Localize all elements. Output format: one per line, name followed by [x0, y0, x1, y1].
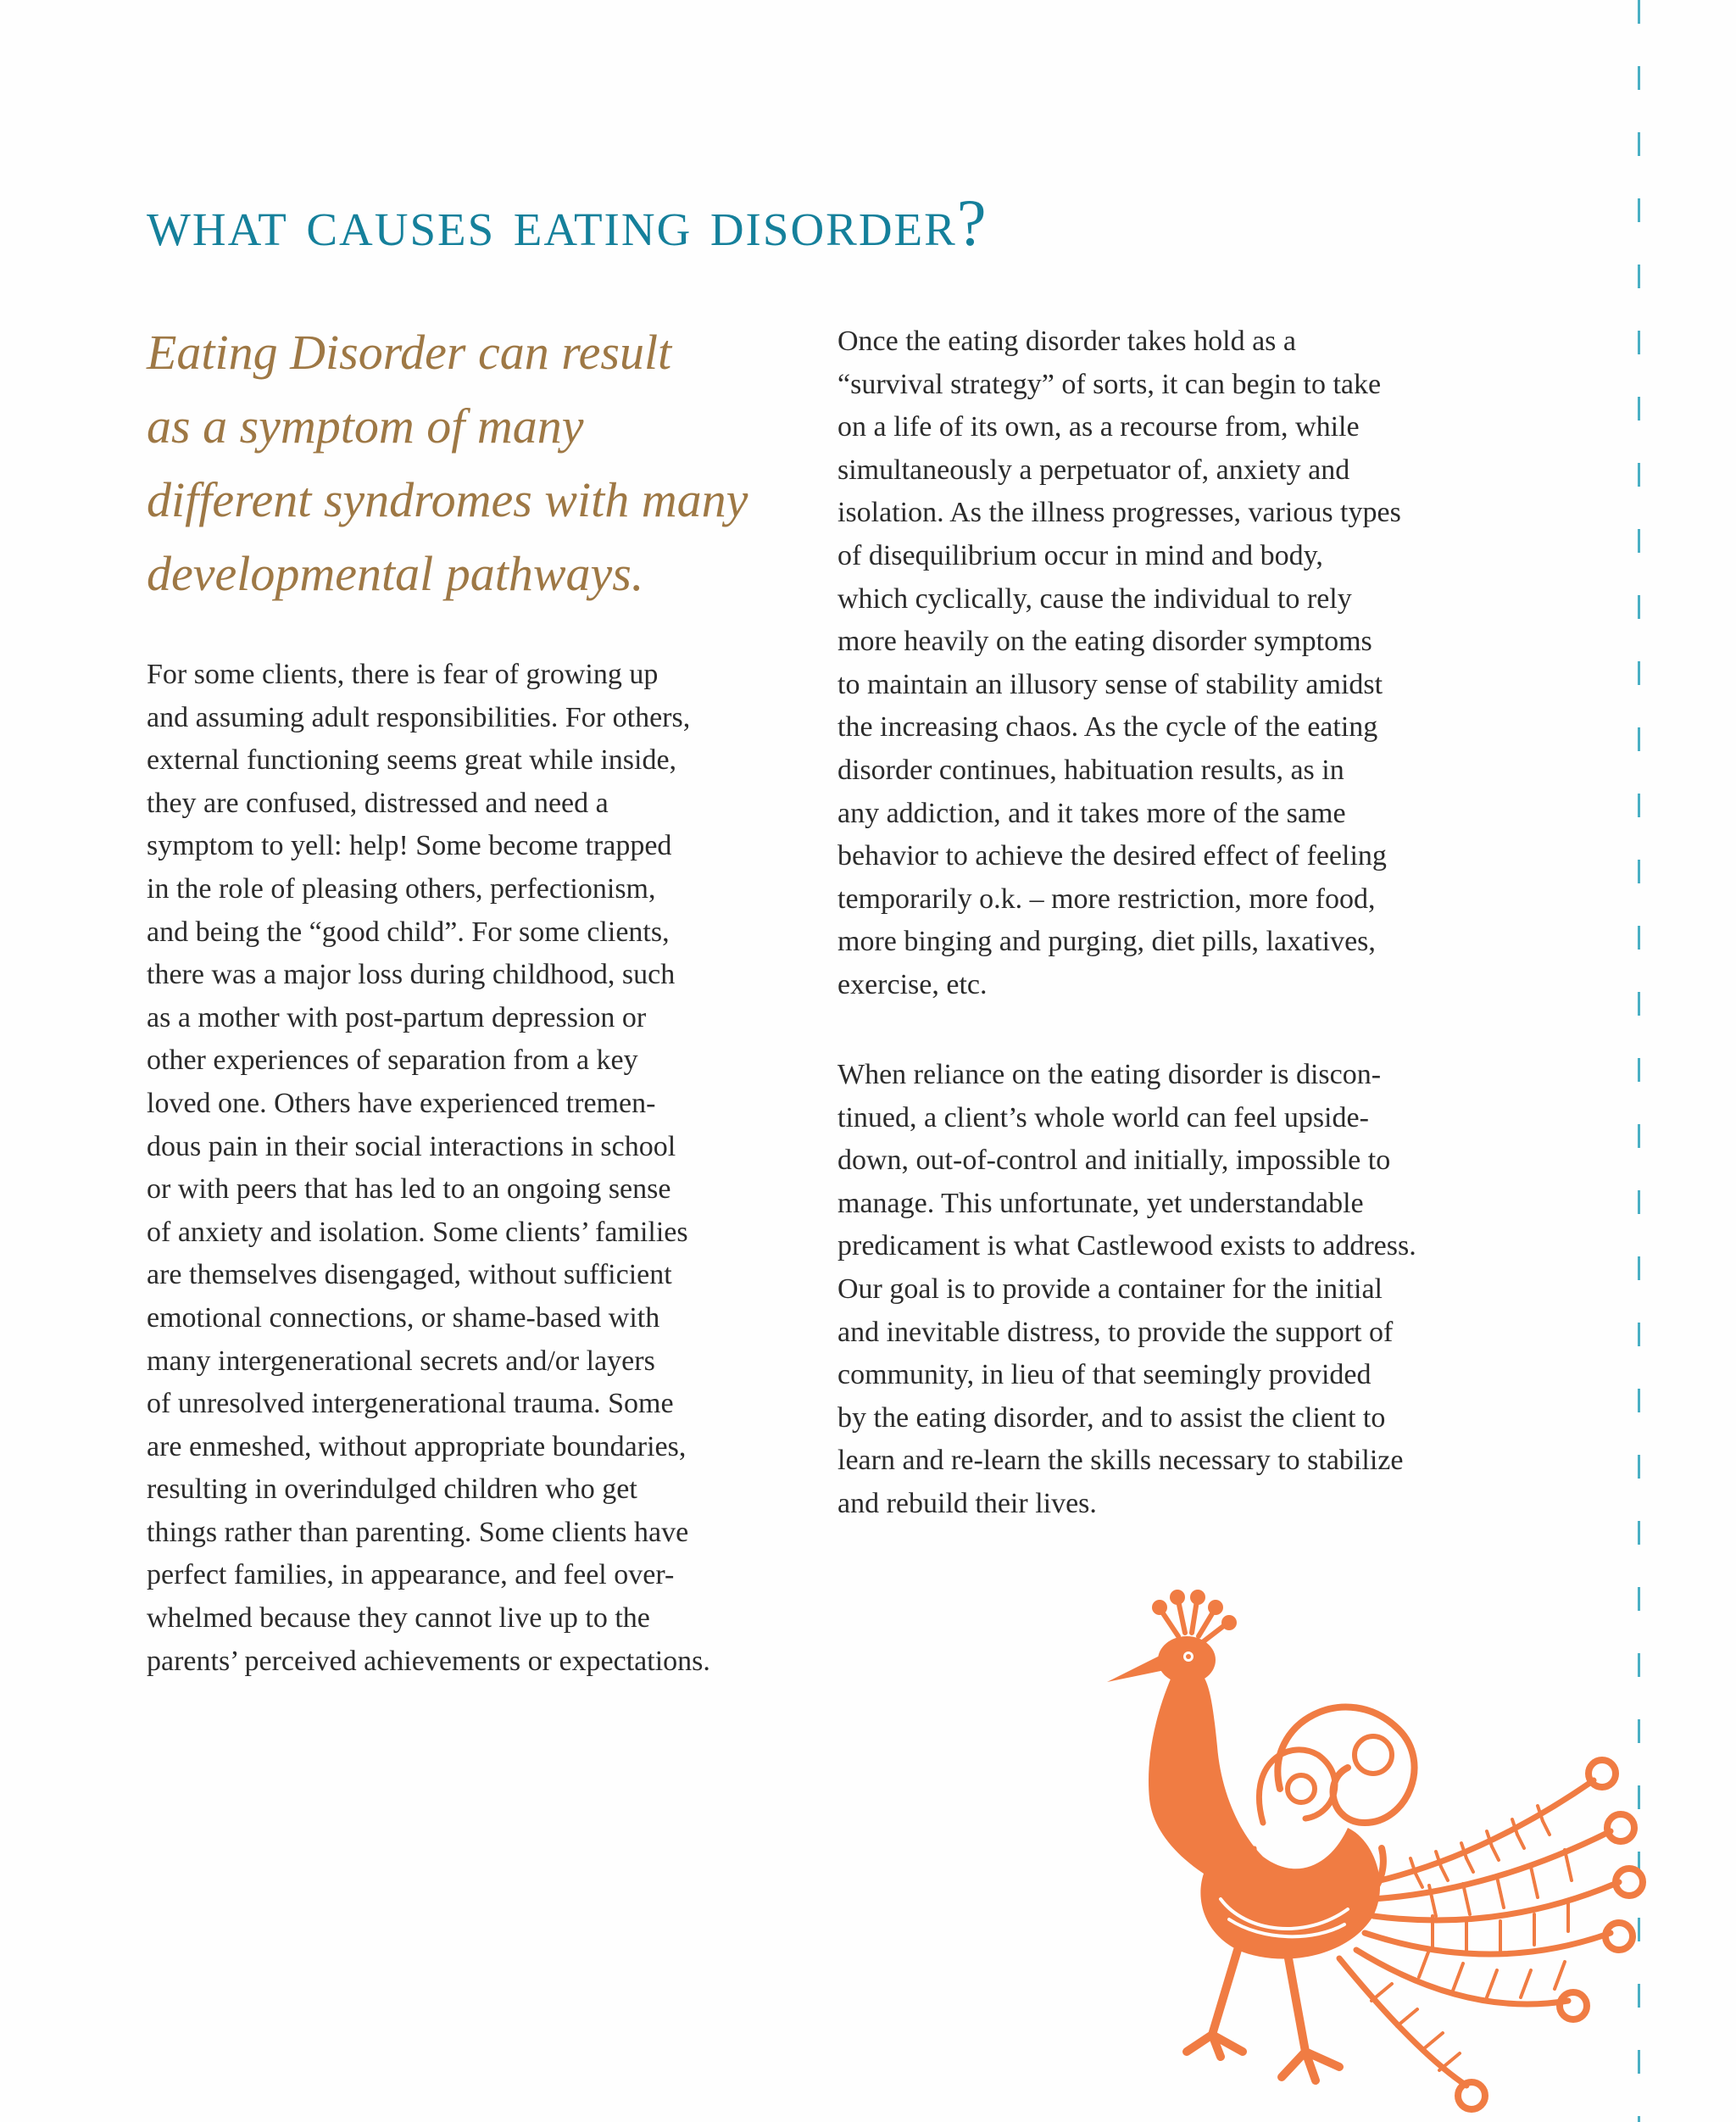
body-line: the increasing chaos. As the cycle of the eating — [837, 711, 1378, 744]
body-line: of anxiety and isolation. Some clients’ families — [147, 1216, 688, 1248]
body-line: learn and re-learn the skills necessary to stabilize — [837, 1445, 1404, 1477]
body-line: as a mother with post-partum depression or — [147, 1001, 647, 1033]
body-line: temporarily o.k. – more restriction, more food, — [837, 883, 1376, 915]
body-line: dous pain in their social interactions in school — [147, 1130, 676, 1162]
body-line: isolation. As the illness progresses, various types — [837, 497, 1401, 529]
body-line: many intergenerational secrets and/or layers — [147, 1345, 655, 1377]
page-title: what causes eating disorder? — [147, 186, 988, 259]
body-line: emotional connections, or shame-based with — [147, 1301, 660, 1334]
body-line: they are confused, distressed and need a — [147, 787, 609, 819]
body-line: Our goal is to provide a container for the initial — [837, 1273, 1383, 1305]
pull-quote — [147, 315, 791, 610]
body-line: are enmeshed, without appropriate boundaries, — [147, 1430, 687, 1462]
body-line: parents’ perceived achievements or expectations. — [147, 1645, 710, 1677]
body-line: For some clients, there is fear of growing up — [147, 659, 659, 690]
body-line: “survival strategy” of sorts, it can begin to take — [837, 368, 1382, 400]
body-line: behavior to achieve the desired effect of feeling — [837, 840, 1387, 872]
body-line: in the role of pleasing others, perfectionism, — [147, 872, 656, 905]
body-line: any addiction, and it takes more of the same — [837, 797, 1346, 829]
body-line: and being the “good child”. For some clients, — [147, 916, 670, 948]
peacock-illustration — [1093, 1577, 1687, 2119]
body-line: resulting in overindulged children who get — [147, 1473, 637, 1506]
body-line: tinued, a client’s whole world can feel upside- — [837, 1101, 1369, 1133]
body-line: there was a major loss during childhood, such — [147, 959, 676, 991]
body-line: and assuming adult responsibilities. For others, — [147, 701, 691, 733]
body-line: Once the eating disorder takes hold as a — [837, 326, 1296, 357]
body-line: more binging and purging, diet pills, laxatives, — [837, 926, 1376, 958]
body-line: When reliance on the eating disorder is discon- — [837, 1059, 1382, 1090]
body-line: manage. This unfortunate, yet understandable — [837, 1187, 1364, 1219]
body-line: of unresolved intergenerational trauma. Some — [147, 1388, 674, 1420]
body-line: of disequilibrium occur in mind and body, — [837, 539, 1323, 571]
pull-quote-line: developmental pathways. — [147, 546, 644, 601]
body-line: to maintain an illusory sense of stability amidst — [837, 668, 1383, 700]
body-line: on a life of its own, as a recourse from, while — [837, 411, 1360, 443]
body-line: perfect families, in appearance, and feel over- — [147, 1559, 675, 1591]
pull-quote-line: different syndromes with many — [147, 472, 748, 527]
body-line: and inevitable distress, to provide the support of — [837, 1316, 1394, 1348]
pull-quote-line: Eating Disorder can result — [147, 325, 672, 380]
body-line: predicament is what Castlewood exists to address. — [837, 1230, 1416, 1262]
body-line: or with peers that has led to an ongoing sense — [147, 1173, 671, 1206]
body-line: things rather than parenting. Some clients have — [147, 1516, 689, 1548]
body-line: disorder continues, habituation results, as in — [837, 754, 1344, 786]
body-line: which cyclically, cause the individual to rely — [837, 582, 1352, 615]
body-line: loved one. Others have experienced tremen- — [147, 1087, 656, 1119]
body-line: more heavily on the eating disorder symptoms — [837, 626, 1372, 658]
right-body-paragraph-1 — [837, 320, 1516, 1007]
right-body-paragraph-2 — [837, 1054, 1516, 1526]
body-line: symptom to yell: help! Some become trapped — [147, 830, 672, 862]
body-line: simultaneously a perpetuator of, anxiety and — [837, 454, 1350, 486]
body-line: community, in lieu of that seemingly provided — [837, 1359, 1372, 1391]
body-line: and rebuild their lives. — [837, 1487, 1097, 1519]
body-line: by the eating disorder, and to assist the client to — [837, 1401, 1386, 1434]
body-line: are themselves disengaged, without sufficient — [147, 1259, 672, 1291]
left-body-column — [147, 654, 791, 1683]
body-line: other experiences of separation from a key — [147, 1044, 638, 1077]
body-line: down, out-of-control and initially, impossible to — [837, 1145, 1391, 1177]
body-line: whelmed because they cannot live up to the — [147, 1602, 650, 1635]
body-line: exercise, etc. — [837, 968, 988, 1000]
body-line: external functioning seems great while inside, — [147, 744, 677, 777]
pull-quote-line: as a symptom of many — [147, 398, 584, 454]
